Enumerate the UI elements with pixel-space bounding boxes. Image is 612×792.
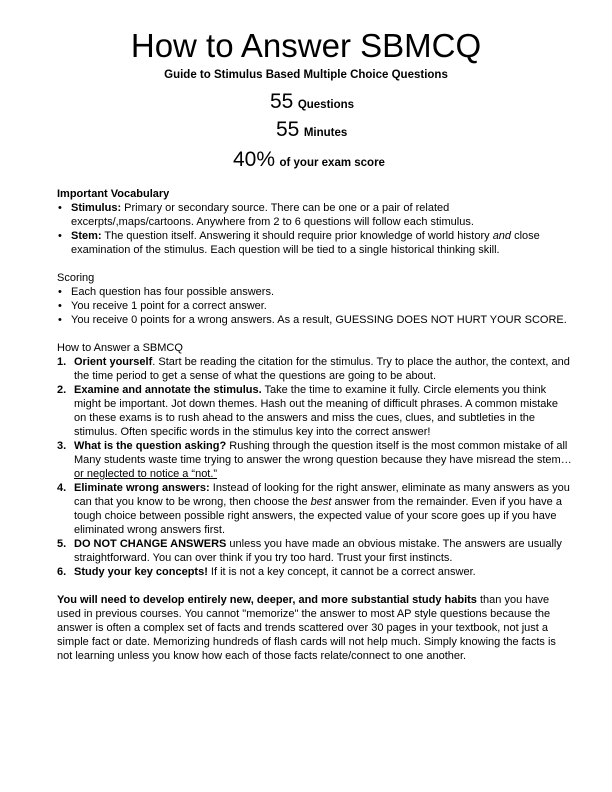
closing-bold: You will need to develop entirely new, deeper, and more substantial study habits [57, 594, 477, 606]
step-title: DO NOT CHANGE ANSWERS [74, 538, 227, 550]
bullet-icon: • [58, 230, 62, 242]
vocab-emphasis: and [492, 230, 512, 242]
step-title: Study your key concepts! [74, 566, 208, 578]
stat-label: of your exam score [279, 157, 385, 169]
vocab-item-stimulus [57, 201, 572, 229]
closing-text: than you have used in previous courses. You cannot "memorize" the answer to most AP style questions because the answer is often a complex set of facts and trends scattered over 30 pages in your textbook, not just a simple fact or date. Memorizing hundreds of flash cards will not help much. Simply knowing the facts is not learning unless you know how each of those facts relate/connect to one another. [57, 594, 556, 662]
step-number: 3. [57, 440, 67, 452]
step-item [57, 355, 572, 383]
step-item [57, 565, 572, 579]
step-title: Examine and annotate the stimulus. [74, 384, 262, 396]
step-number: 6. [57, 566, 67, 578]
stat-label: Questions [297, 99, 355, 111]
step-number: 4. [57, 482, 67, 494]
step-text: unless you have made an obvious mistake. The answers are usually straightforward. You can over think if you try too hard. Trust your first instincts. [74, 538, 562, 564]
stat-label: Minutes [303, 127, 348, 139]
step-text: Rushing through the question itself is the most common mistake of all Many students waste time trying to answer the wrong question because they have misread the stem… [74, 440, 572, 466]
step-text: Instead of looking for the right answer, eliminate as many answers as you can that you know to be wrong, then choose the [74, 482, 570, 508]
scoring-heading: Scoring [57, 272, 95, 284]
step-text: Take the time to examine it fully. Circle elements you think might be important. Jot down themes. Hash out the meaning of difficult phrases. A common mistake on these exams is to rush ahead to the answers and miss the cues, clues, and subtleties in the stimulus. Often specific words in the stimulus key into the correct answer! [74, 384, 559, 438]
vocab-section [57, 187, 572, 257]
step-title: Eliminate wrong answers: [74, 482, 210, 494]
howto-section [57, 341, 572, 579]
step-emphasis: best [310, 496, 332, 508]
scoring-item [57, 285, 572, 299]
step-underlined-text: or neglected to notice a “not.” [74, 468, 218, 480]
page-title: How to Answer SBMCQ [130, 27, 482, 64]
scoring-item [57, 299, 572, 313]
closing-paragraph [57, 593, 572, 663]
bullet-icon: • [58, 300, 62, 312]
step-number: 2. [57, 384, 67, 396]
scoring-text: Each question has four possible answers. [71, 286, 275, 298]
stat-minutes [276, 118, 347, 142]
stat-score-weight [233, 148, 385, 172]
scoring-item [57, 313, 572, 327]
stat-number: 55 [270, 90, 294, 113]
vocab-definition-end: close examination of the stimulus. Each question will be tied to a single historical thinking skill. [71, 230, 540, 256]
step-text: . Start be reading the citation for the stimulus. Try to place the author, the context, and the time period to get a sense of what the questions are going to be about. [74, 356, 570, 382]
step-text-end: answer from the remainder. Even if you have a tough choice between possible right answers, the expected value of your score goes up if you have eliminated wrong answers first. [74, 496, 562, 536]
howto-heading: How to Answer a SBMCQ [57, 342, 183, 354]
vocab-definition: Primary or secondary source. There can be one or a pair of related excerpts/,maps/cartoons. Anywhere from 2 to 6 questions will follow each stimulus. [71, 202, 474, 228]
document-body [57, 187, 572, 663]
step-text: If it is not a key concept, it cannot be a correct answer. [207, 566, 476, 578]
vocab-definition: The question itself. Answering it should require prior knowledge of world history [101, 230, 493, 242]
vocab-term: Stem: [71, 230, 102, 242]
scoring-text: You receive 1 point for a correct answer. [71, 300, 267, 312]
scoring-section [57, 271, 572, 327]
bullet-icon: • [58, 286, 62, 298]
step-item [57, 481, 572, 537]
vocab-term: Stimulus: [71, 202, 122, 214]
vocab-item-stem [57, 229, 572, 257]
step-number: 5. [57, 538, 67, 550]
page-subtitle: Guide to Stimulus Based Multiple Choice Questions [164, 69, 448, 81]
step-item [57, 439, 572, 481]
step-number: 1. [57, 356, 67, 368]
stat-number: 55 [276, 118, 300, 141]
step-title: What is the question asking? [74, 440, 227, 452]
vocab-heading: Important Vocabulary [57, 188, 170, 200]
step-title: Orient yourself [74, 356, 153, 368]
stat-questions [270, 90, 354, 114]
stat-number: 40% [233, 148, 276, 171]
step-item [57, 383, 572, 439]
step-item [57, 537, 572, 565]
scoring-text: You receive 0 points for a wrong answers. As a result, GUESSING DOES NOT HURT YOUR SCORE. [71, 314, 567, 326]
bullet-icon: • [58, 202, 62, 214]
bullet-icon: • [58, 314, 62, 326]
